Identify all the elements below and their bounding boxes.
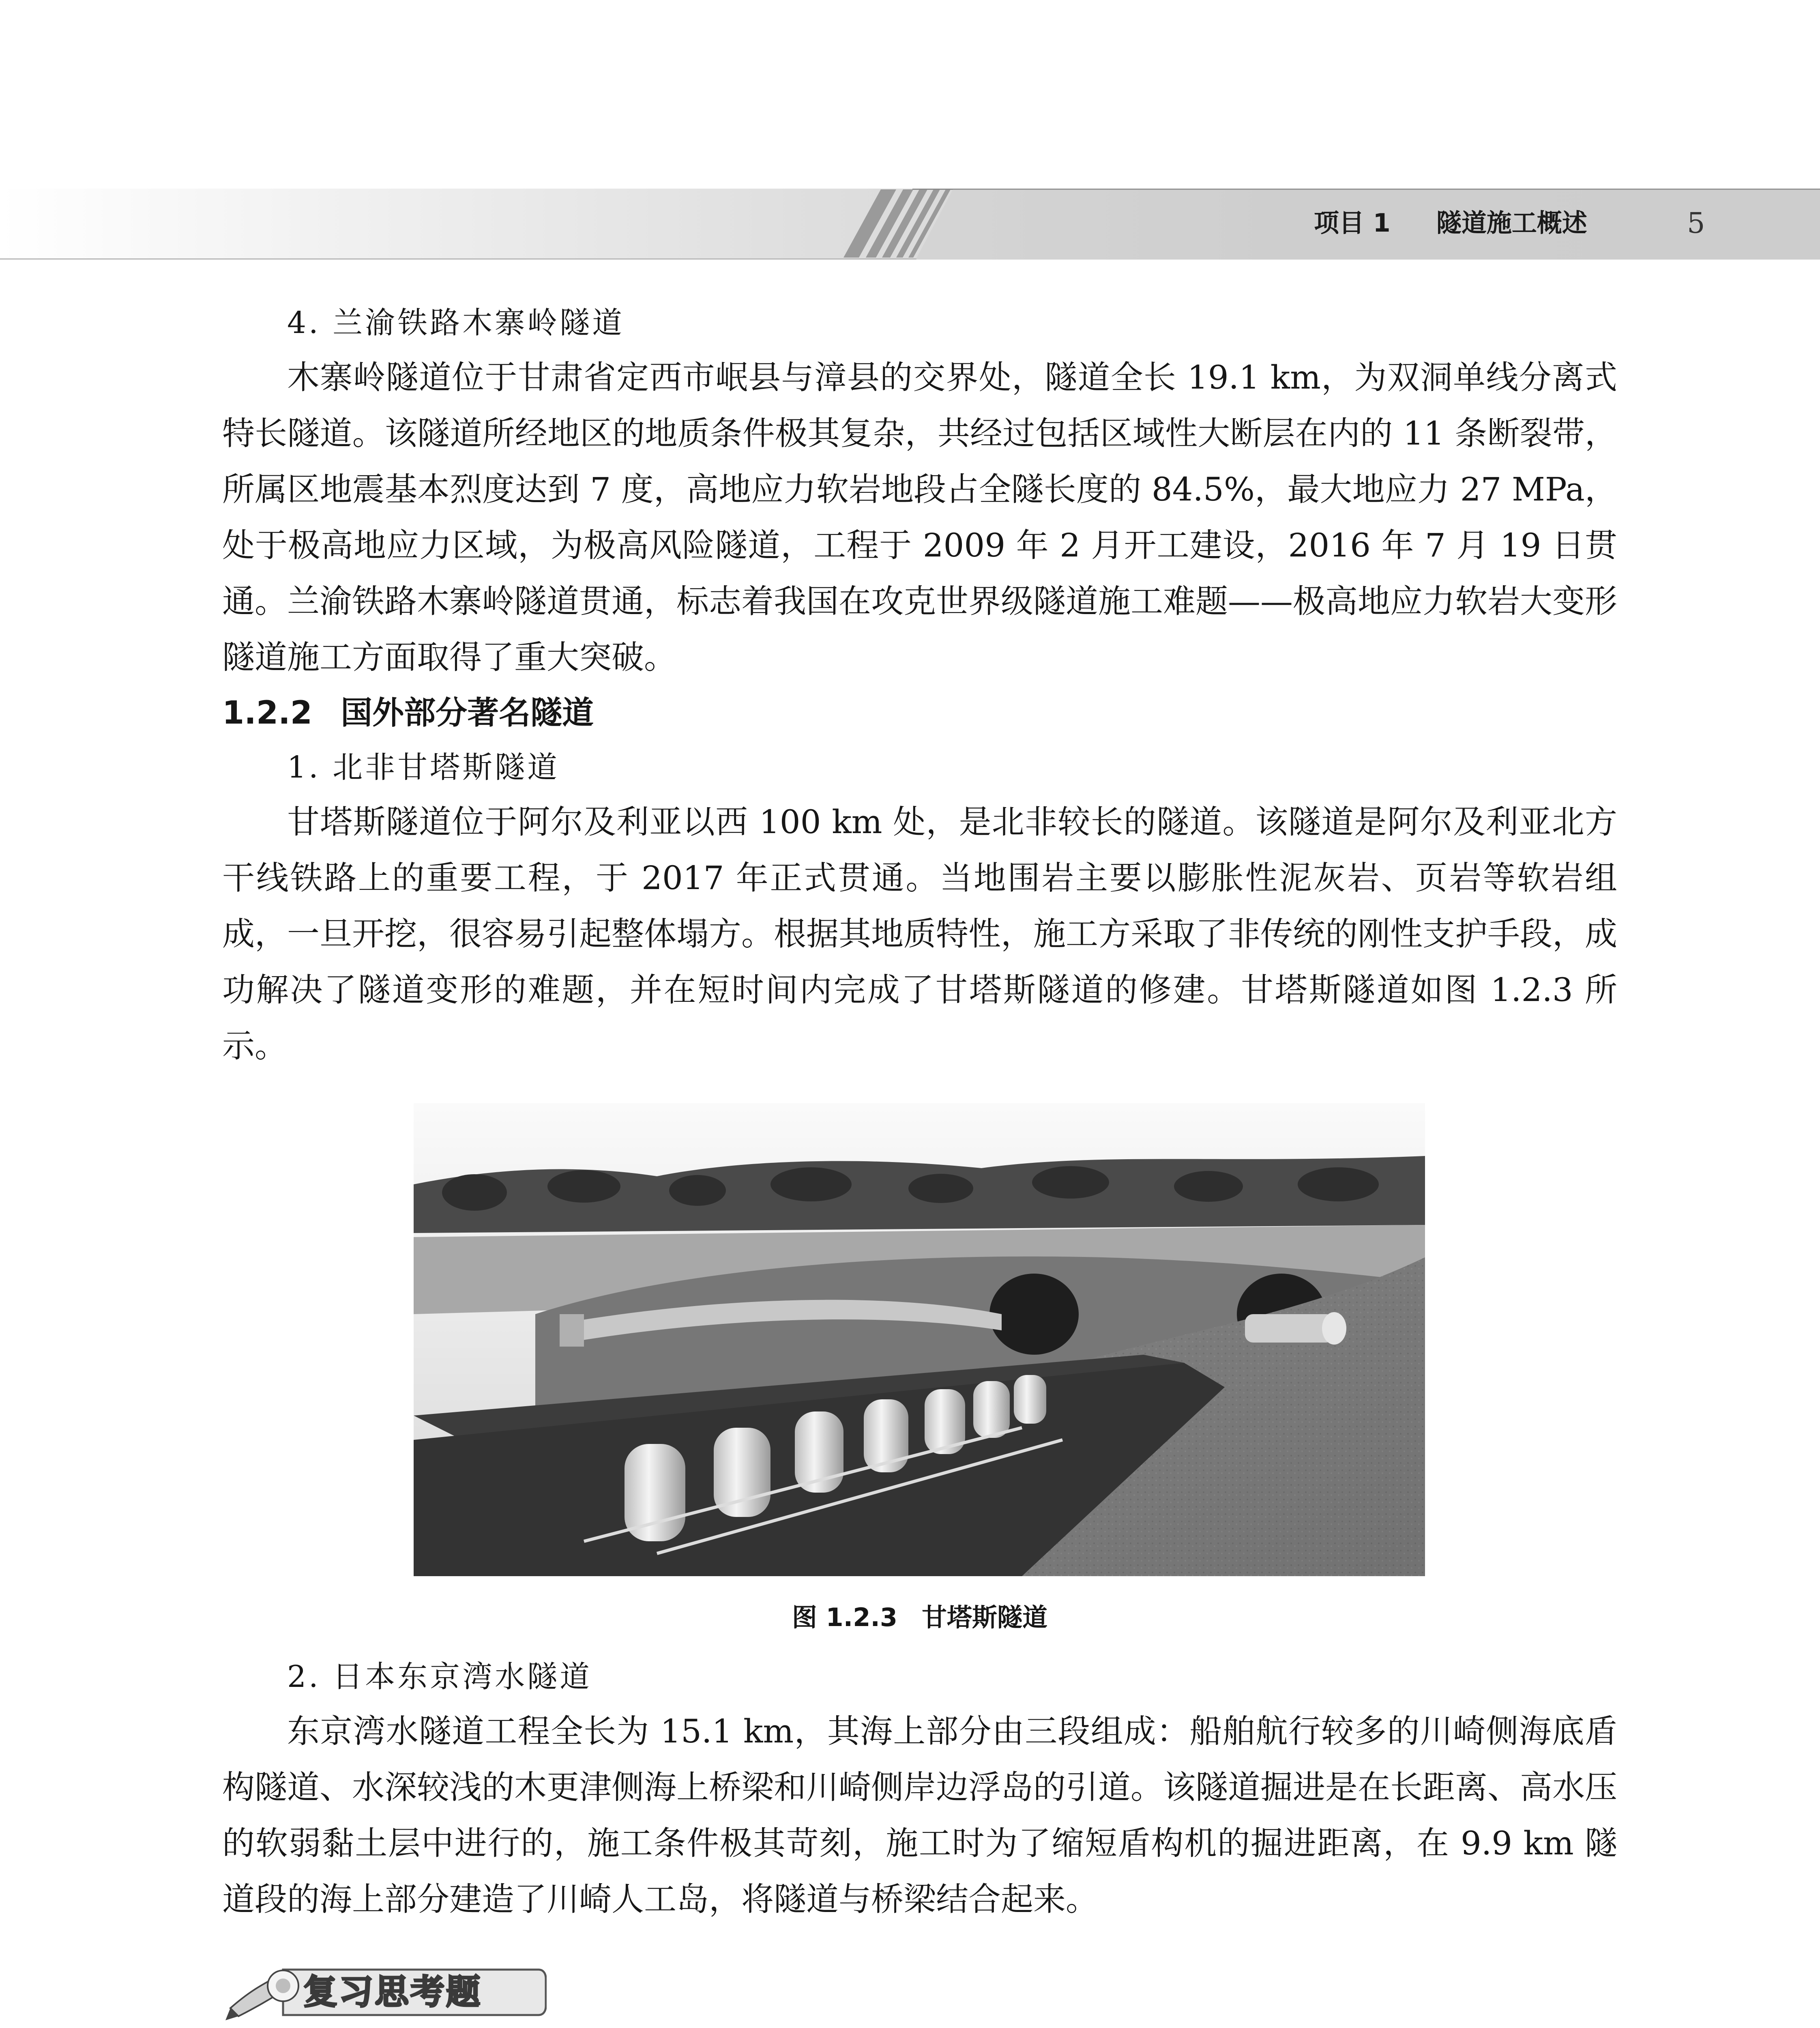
figure-number: 图 1.2.3: [792, 1603, 898, 1632]
paragraph-tokyo-bay: 东京湾水隧道工程全长为 15.1 km，其海上部分由三段组成：船舶航行较多的川崎侧海底盾构隧道、水深较浅的木更津侧海上桥梁和川崎侧岸边浮岛的引道。该隧道掘进是在长距离、高水压的软弱黏土层中进行的，施工条件极其苛刻，施工时为了缩短盾构机的掘进距离，在 9.9 km 隧道段的海上部分建造了川崎人工岛，将隧道与桥梁结合起来。: [222, 1712, 1617, 1918]
section-title: 国外部分著名隧道: [341, 695, 594, 731]
tunnel-photo-illustration: [414, 1103, 1425, 1576]
figure-gantas-tunnel-photo: [414, 1103, 1425, 1576]
project-label: 项目 1: [1314, 208, 1391, 238]
section-heading-1-2-2: [222, 685, 1617, 741]
review-questions-badge: [222, 1961, 547, 2022]
figure-caption-text: 甘塔斯隧道: [922, 1603, 1048, 1632]
review-title: 复习思考题: [303, 1972, 482, 2012]
chapter-title: 隧道施工概述: [1436, 208, 1587, 238]
section-number: 1.2.2: [222, 695, 313, 731]
page-body-top: [222, 296, 1617, 1074]
running-header: [1314, 203, 1587, 243]
item-heading-muzhailing: 4. 兰渝铁路木寨岭隧道: [287, 305, 625, 340]
paragraph-muzhailing: 木寨岭隧道位于甘肃省定西市岷县与漳县的交界处，隧道全长 19.1 km，为双洞单线分离式特长隧道。该隧道所经地区的地质条件极其复杂，共经过包括区域性大断层在内的 11 条断裂带，所属区地震基本烈度达到 7 度，高地应力软岩地段占全隧长度的 84.5%，最大地应力 27 MPa，处于极高地应力区域，为极高风险隧道，工程于 2009 年 2 月开工建设，2016 年 7 月 19 日贯通。兰渝铁路木寨岭隧道贯通，标志着我国在攻克世界级隧道施工难题——极高地应力软岩大变形隧道施工方面取得了重大突破。: [222, 359, 1617, 676]
page-number: 5: [1687, 206, 1705, 240]
page-body-bottom: [222, 1650, 1617, 1927]
paragraph-gantas: 甘塔斯隧道位于阿尔及利亚以西 100 km 处，是北非较长的隧道。该隧道是阿尔及利亚北方干线铁路上的重要工程，于 2017 年正式贯通。当地围岩主要以膨胀性泥灰岩、页岩等软岩组成，一旦开挖，很容易引起整体塌方。根据其地质特性，施工方采取了非传统的刚性支护手段，成功解决了隧道变形的难题，并在短时间内完成了甘塔斯隧道的修建。甘塔斯隧道如图 1.2.3 所示。: [222, 803, 1617, 1065]
item-heading-tokyo-bay: 2. 日本东京湾水隧道: [287, 1659, 592, 1694]
figure-caption: [222, 1597, 1617, 1638]
item-heading-gantas: 1. 北非甘塔斯隧道: [287, 750, 560, 785]
